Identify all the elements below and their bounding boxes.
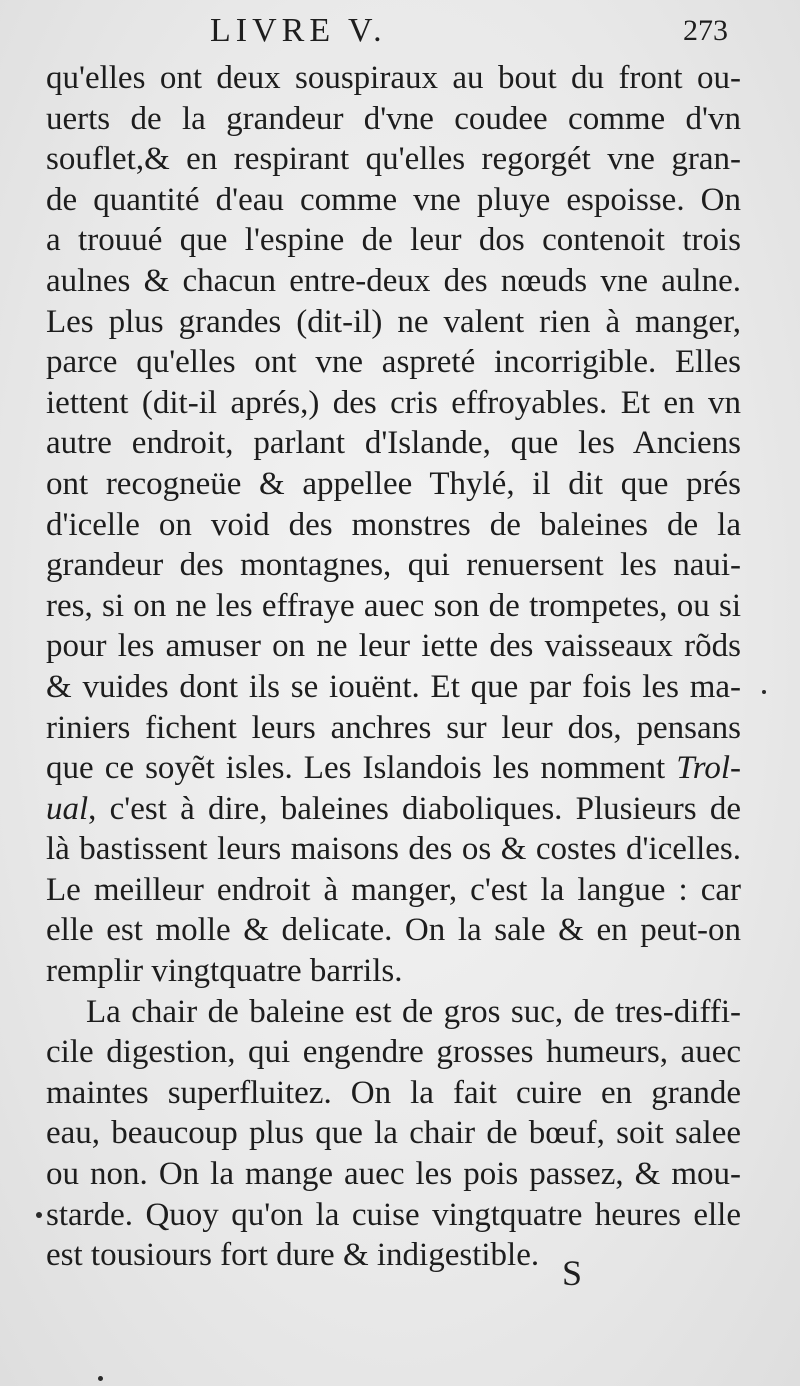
text-line: ual, c'est à dire, baleines diaboliques. Plusieurs de (46, 790, 741, 827)
main-text-block (46, 58, 741, 1276)
text-line: elle est molle & delicate. On la sale & en peut-on (46, 912, 741, 949)
text-line: souflet,& en respirant qu'elles regorgét vne gran- (46, 141, 741, 178)
signature-mark: S (562, 1253, 583, 1293)
text-line: ou non. On la mange auec les pois passez, & mou- (46, 1156, 741, 1193)
text-line: & vuides dont ils se iouënt. Et que par fois les ma- (46, 668, 741, 705)
text-line: uerts de la grandeur d'vne coudee comme d'vn (46, 100, 741, 137)
paragraph-start-line: La chair de baleine est de gros suc, de tres-diffi- (86, 993, 741, 1030)
text-line: starde. Quoy qu'on la cuise vingtquatre heures elle (46, 1196, 741, 1233)
text-line: de quantité d'eau comme vne pluye espoisse. On (46, 181, 741, 218)
text-line: res, si on ne les effraye auec son de trompetes, ou si (46, 587, 741, 624)
text-line: est tousiours fort dure & indigestible. (46, 1237, 540, 1274)
italic-term: Trol- (676, 750, 741, 787)
text-line: a trouué que l'espine de leur dos contenoit trois (46, 222, 741, 259)
running-head: LIVRE V. (210, 12, 387, 49)
text-line: iettent (dit-il aprés,) des cris effroyables. Et en vn (46, 384, 741, 421)
text-line: qu'elles ont deux souspiraux au bout du front ou- (46, 60, 741, 96)
text-line: aulnes & chacun entre-deux des nœuds vne aulne. (46, 262, 741, 299)
text-line: d'icelle on void des monstres de baleines de la (46, 506, 741, 543)
ink-speck (98, 1376, 103, 1381)
ink-speck (762, 690, 766, 694)
text-line: Le meilleur endroit à manger, c'est la langue : car (46, 871, 741, 908)
text-line: remplir vingtquatre barrils. (46, 953, 403, 990)
text-line: ont recogneüe & appellee Thylé, il dit que prés (46, 465, 741, 502)
text-line: grandeur des montagnes, qui renuersent les naui- (46, 547, 741, 584)
text-line: Les plus grandes (dit-il) ne valent rien à manger, (46, 303, 741, 340)
text-line: riniers fichent leurs anchres sur leur dos, pensans (46, 709, 741, 746)
text-line: cile digestion, qui engendre grosses humeurs, auec (46, 1034, 741, 1071)
text-line: que ce soyẽt isles. Les Islandois les nomment Trol- (46, 750, 741, 787)
italic-term: ual (46, 790, 89, 827)
text-line: là bastissent leurs maisons des os & costes d'icelles. (46, 831, 741, 868)
ink-speck (36, 1212, 42, 1218)
text-line: parce qu'elles ont vne aspreté incorrigible. Elles (46, 344, 741, 381)
text-line: eau, beaucoup plus que la chair de bœuf, soit salee (46, 1115, 741, 1152)
text-line: pour les amuser on ne leur iette des vaisseaux rõds (46, 628, 741, 665)
text-line: autre endroit, parlant d'Islande, que les Anciens (46, 425, 741, 462)
text-line: maintes superfluitez. On la fait cuire en grande (46, 1074, 741, 1111)
page-number: 273 (683, 14, 728, 47)
